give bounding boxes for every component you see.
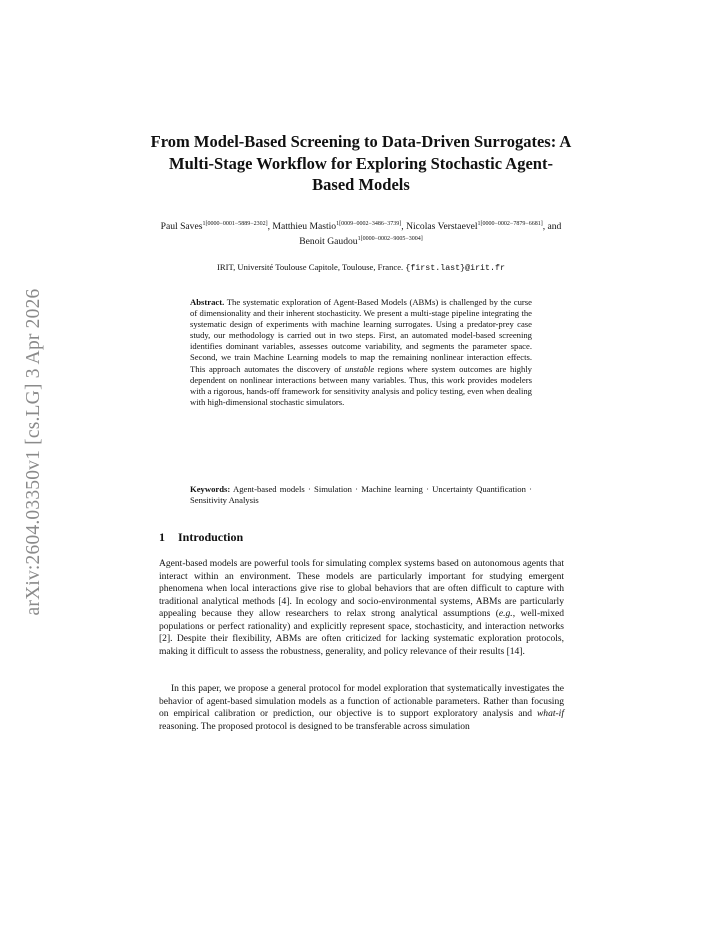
author-name: Nicolas Verstaevel <box>406 221 478 232</box>
author-email: {first.last}@irit.fr <box>405 264 505 273</box>
intro-text: reasoning. The proposed protocol is designed to be transferable across simulation <box>159 720 470 732</box>
abstract-label: Abstract. <box>190 297 225 307</box>
author-separator: , <box>267 221 273 232</box>
intro-paragraph-2 <box>159 683 564 733</box>
affiliation <box>148 262 574 273</box>
author-separator: , <box>401 221 407 232</box>
author-orcid: 1[0009−0002−3486−3739] <box>336 221 402 227</box>
intro-emphasis: what-if <box>536 708 564 719</box>
author-name: Paul Saves <box>160 221 203 232</box>
paper-title: From Model-Based Screening to Data-Driven Surrogates: A Multi-Stage Workflow for Exploring Stochastic Agent-Based Models <box>150 132 572 194</box>
author-separator: , and <box>542 221 562 232</box>
keywords <box>190 484 532 506</box>
author-name: Benoit Gaudou <box>299 236 358 247</box>
intro-emphasis: e.g. <box>498 608 513 619</box>
section-heading <box>159 530 243 545</box>
section-title: Introduction <box>178 530 244 544</box>
keywords-text: Agent-based models · Simulation · Machine learning · Uncertainty Quantification · Sensitivity Analysis <box>190 484 532 506</box>
author-orcid: 1[0000−0002−7879−6681] <box>477 221 543 227</box>
abstract-text: The systematic exploration of Agent-Based Models (ABMs) is challenged by the curse of dimensionality and their inherent stochasticity. We present a multi-stage pipeline integrating the systematic design of experiments with machine learning surrogates. Using a predator-prey case study, our methodology is carried out in two steps. First, an automated model-based screening identifies dominant variables, assesses outcome variability, and segments the parameter space. Second, we train Machine Learning models to map the remaining nonlinear interaction effects. This approach automates the discovery of <box>190 297 532 374</box>
abstract-emphasis: unstable <box>344 363 375 374</box>
author-orcid: 1[0000−0001−5889−2302] <box>202 221 268 227</box>
author-list <box>148 218 574 248</box>
author-name: Matthieu Mastio <box>272 221 337 232</box>
intro-text: In this paper, we propose a general protocol for model exploration that systematically investigates the behavior of agent-based simulation models as a function of actionable parameters. Rather than focusing on empirical calibration or prediction, our objective is to support exploratory analysis and <box>159 683 564 719</box>
intro-text: , well-mixed populations or perfect rationality) and explicitly represent space, stochasticity, and interaction networks [2]. Despite their flexibility, ABMs are often criticized for lacking systematic exploration protocols, making it difficult to assess the robustness, generality, and policy relevance of their results [14]. <box>159 608 564 657</box>
arxiv-identifier: arXiv:2604.03350v1 [cs.LG] 3 Apr 2026 <box>23 288 44 616</box>
affiliation-text: IRIT, Université Toulouse Capitole, Toulouse, France. <box>217 262 406 272</box>
section-number: 1 <box>159 530 165 544</box>
keywords-label: Keywords: <box>190 484 231 494</box>
abstract <box>190 297 532 408</box>
intro-paragraph-1 <box>159 558 564 658</box>
author-orcid: 1[0000−0002−9005−3004] <box>357 236 423 242</box>
abstract-text-end: regions where system outcomes are highly dependent on nonlinear interactions between many variables. Thus, this work provides modelers with a rigorous, hands-off framework for sensitivity analysis and policy testing, even when dealing with high-dimensional stochastic simulators. <box>190 363 532 407</box>
intro-text: Agent-based models are powerful tools for simulating complex systems based on autonomous agents that interact within an environment. These models are particularly important for studying emergent phenomena when local interactions give rise to global behaviors that are often difficult to capture with traditional analytical methods [4]. In ecology and socio-environmental systems, ABMs are particularly appealing because they allow researchers to relax strong analytical assumptions ( <box>159 558 564 619</box>
arxiv-sidebar-stamp <box>14 262 54 642</box>
